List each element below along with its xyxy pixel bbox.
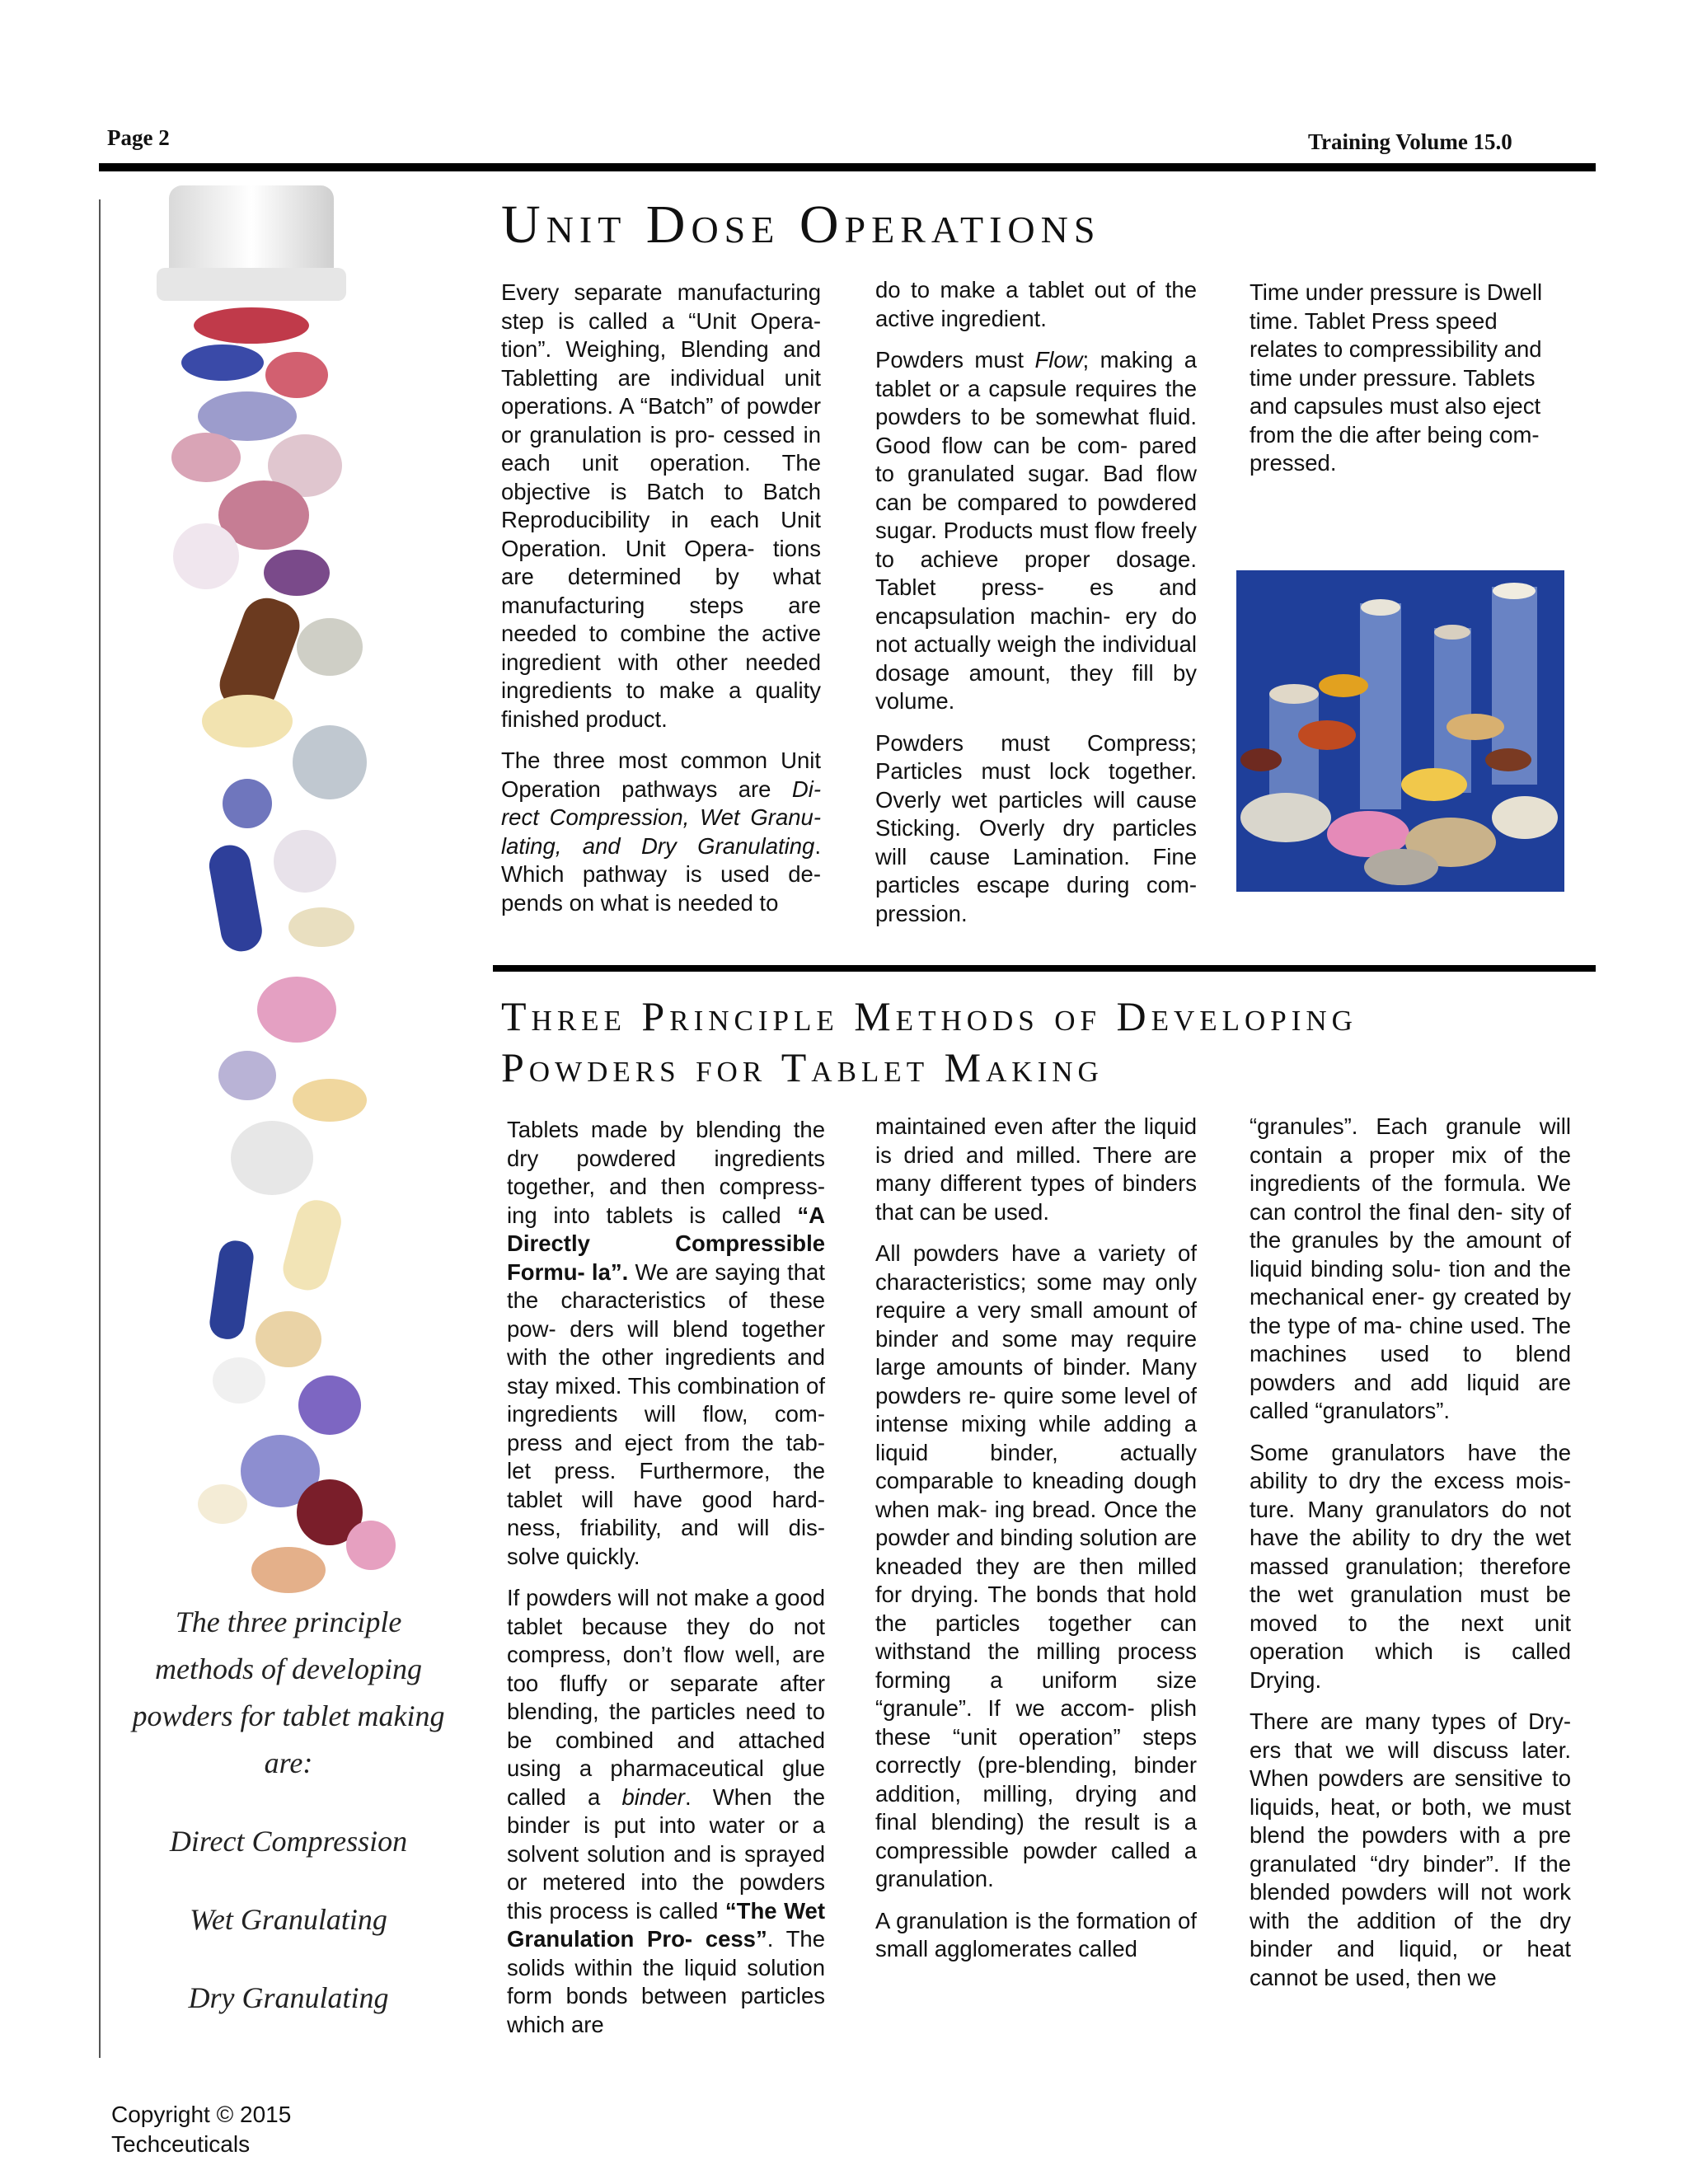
paragraph [875, 346, 1197, 716]
volume-label: Training Volume 15.0 [1308, 129, 1512, 154]
text: ; making a tablet or a capsule requires the powders to be somewhat fluid. Good flow can be com- pared to granulated sugar. Bad flow can be compared to powdered sugar. Products must flow freely to achieve proper dosage. Tablet press- es and encapsulation machin- ery do not actually weigh the individual dosage amount, they fill by volume. [875, 347, 1197, 714]
text: The three most common Unit Operation pathways are [501, 748, 821, 802]
text: Tablets made by blending the dry powdered ingredients together, and then compress- ing into tablets is called [507, 1117, 825, 1228]
section2-title-line1: Three Principle Methods of Developing [501, 993, 1357, 1039]
pill-column-photo [124, 185, 462, 1595]
paragraph: A granulation is the formation of small agglomerates called [875, 1907, 1197, 1961]
section2-title-line2: Powders for Tablet Making [501, 1044, 1104, 1090]
caption-intro: The three principle methods of developing powders for tablet making are: [132, 1605, 445, 1779]
pathway-list: Di- rect Compression, Wet Granu- lating, and Dry Granulating [501, 776, 821, 859]
paragraph: maintained even after the liquid is dried and milled. There are many different types of binders that can be used. [875, 1113, 1197, 1225]
sidebar-divider [99, 199, 101, 2058]
section1-col2 [875, 276, 1197, 941]
copyright [111, 2100, 291, 2159]
paragraph: Every separate manufacturing step is called a “Unit Opera- tion”. Weighing, Blending and Tabletting are individual unit operations. A “Batch” of powder or granulation is pro- cessed in each unit operation. The objective is Batch to Batch Reproducibility in each Unit Operation. Unit Opera- tions are determined by what manufacturing steps are needed to combine the active ingredient with other needed ingredients to make a quality finished product. [501, 279, 821, 732]
paragraph: Time under pressure is Dwell time. Tablet Press speed relates to compressibility and time under pressure. Tablets and capsules must also eject from the die after being com- pressed. [1250, 279, 1543, 476]
header-rule [99, 163, 1596, 171]
caption-wet-granulating: Wet Granulating [190, 1903, 387, 1936]
paragraph: There are many types of Dry- ers that we will discuss later. When powders are sensitive to liquids, heat, or both, we must blend the powders with a pre granulated “dry binder”. If the blended powders will not work with the addition of the dry binder and liquid, or heat cannot be used, then we [1250, 1708, 1571, 1990]
copyright-company: Techceuticals [111, 2131, 251, 2157]
section1-col1 [501, 279, 821, 930]
paragraph: “granules”. Each granule will contain a proper mix of the ingredients of the formula. We can control the final den- sity of the granules by the amount of liquid binding solu- tion and the mechanical ener- gy created by the type of ma- chine used. The machines used to blend powders and add liquid are called “granulators”. [1250, 1113, 1571, 1423]
text: Powders must [875, 347, 1025, 373]
paragraph: do to make a tablet out of the active ingredient. [875, 277, 1197, 331]
text: . The solids within the liquid solution form bonds between particles which are [507, 1926, 825, 2037]
granules-photo [1236, 570, 1564, 892]
sidebar-caption [124, 1599, 453, 2053]
caption-dry-granulating: Dry Granulating [188, 1981, 389, 2014]
paragraph [501, 747, 821, 917]
text: We are saying that the characteristics of these pow- ders will blend together with the other ingredients and stay mixed. This combination of ingredients will flow, com- press and eject from the tab- let press. Furthermore, the tablet will have good hard- ness, friability, and will dis- solve quickly. [507, 1258, 825, 1569]
text: If powders will not make a good tablet because they do not compress, don’t flow well, are too fluffy or separate after blending, the particles need to be combined and attached using a pharmaceutical glue called a [507, 1585, 825, 1810]
text: . Which pathway is used de- pends on what is needed to [501, 832, 821, 916]
section2-col2 [875, 1113, 1197, 1977]
paragraph: Powders must Compress; Particles must lock together. Overly wet particles will cause Sticking. Overly dry particles will cause Lamination. Fine particles escape during com- pression. [875, 729, 1197, 926]
section1-col3 [1250, 279, 1571, 491]
flow-term: Flow [1034, 347, 1083, 373]
wet-granulation-term: “The Wet Granulation Pro- cess” [507, 1897, 826, 1952]
paragraph [507, 1584, 825, 2039]
page-number: Page 2 [107, 125, 170, 150]
binder-term: binder [621, 1783, 685, 1810]
paragraph: All powders have a variety of characteristics; some may only require a very small amount of binder and some may require large amounts of binder. Many powders re- quire some level of intense mixing while adding a liquid binder, actually comparable to kneading dough when mak- ing bread. Once the powder and binding solution are kneaded they are then milled for drying. The bonds that hold the particles together can withstand the milling process forming a uniform size “granule”. If we accom- plish these “unit operation” steps correctly (pre-blending, binder addition, milling, drying and final blending) the result is a compressible powder called a granulation. [875, 1240, 1197, 1891]
section2-col3 [1250, 1113, 1571, 2005]
caption-direct-compression: Direct Compression [169, 1825, 408, 1858]
direct-formula-term: “A Directly Compressible Formu- la”. [507, 1202, 825, 1285]
paragraph: Some granulators have the ability to dry the excess mois- ture. Many granulators do not have the ability to dry the wet massed granulation; therefore the wet granulation must be moved to the next unit operation which is called Drying. [1250, 1439, 1571, 1693]
text: . When the binder is put into water or a solvent solution and is sprayed or metered into the powders this process is called [507, 1783, 825, 1924]
section1-title: Unit Dose Operations [501, 194, 1101, 255]
section2-col1 [507, 1116, 825, 2052]
section-divider [493, 965, 1596, 972]
copyright-year: Copyright © 2015 [111, 2102, 292, 2127]
paragraph [507, 1116, 825, 1571]
